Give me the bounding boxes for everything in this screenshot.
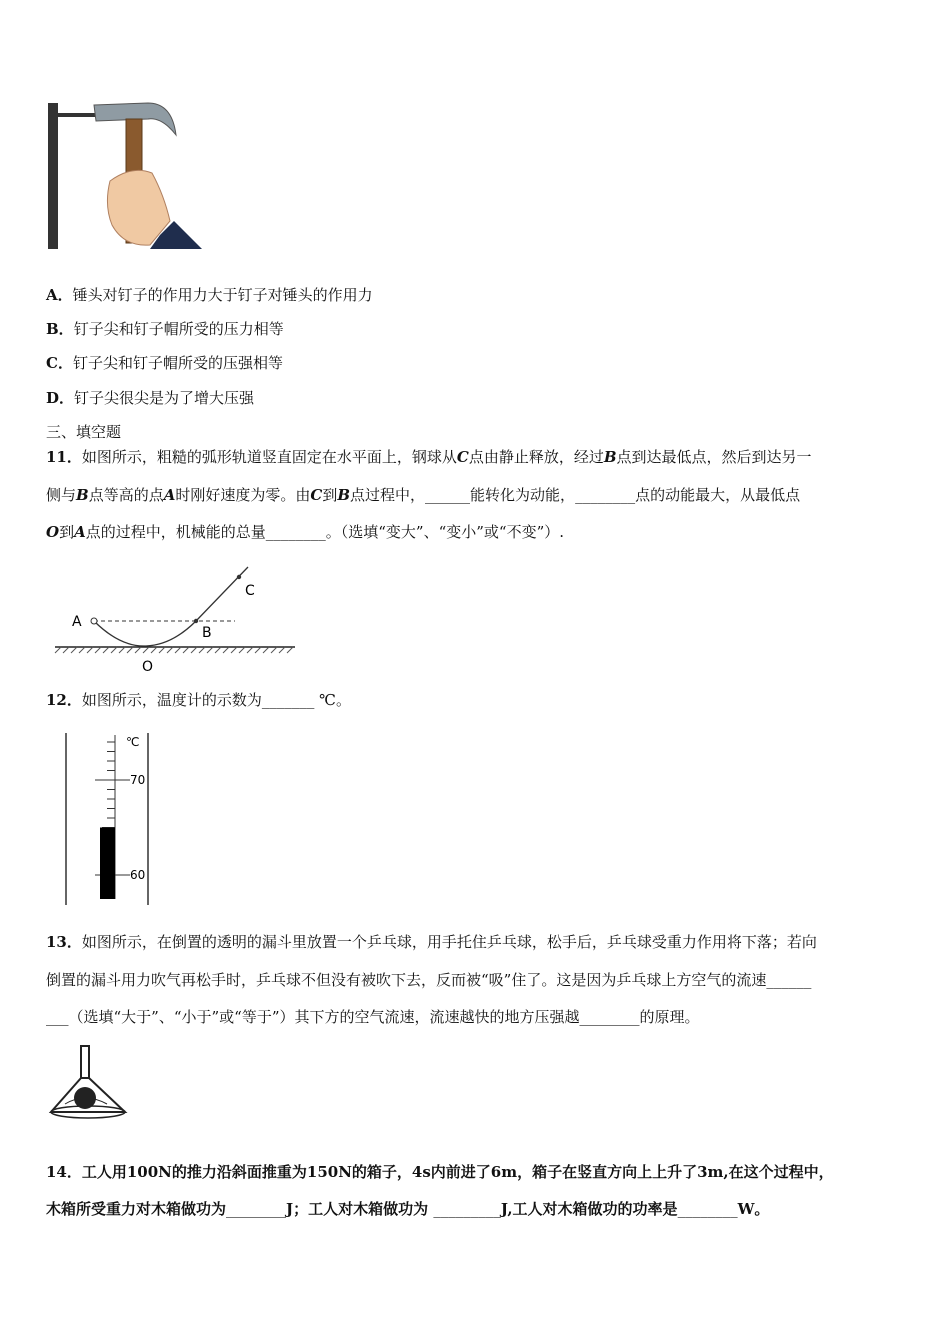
q13-line-1: 13．如图所示，在倒置的透明的漏斗里放置一个乒乓球，用手托住乒乓球，松手后，乒乓球受重力作用将下落；若向	[46, 933, 817, 951]
label-c: C	[245, 583, 255, 599]
option-a: A．锤头对钉子的作用力大于钉子对锤头的作用力	[46, 286, 373, 304]
ground-hatch	[55, 647, 293, 653]
q13-blank-1[interactable]: ______	[766, 971, 812, 989]
q11-line-2: 侧与B点等高的点A时刚好速度为零。由C到B点过程中，______能转化为动能，________点的动能最大，从最低点	[46, 486, 801, 504]
label-b: B	[202, 625, 212, 641]
option-b: B．钉子尖和钉子帽所受的压力相等	[46, 320, 284, 338]
label-o: O	[142, 659, 154, 675]
q14-blank-2[interactable]: _________	[433, 1200, 501, 1218]
q14-blank-3[interactable]: ________	[677, 1200, 738, 1218]
hammer-nail-figure	[40, 95, 210, 255]
funnel-tube	[81, 1046, 89, 1078]
q13-blank-2[interactable]: ________	[579, 1008, 640, 1026]
q11-line-3: O到A点的过程中，机械能的总量________。（选填“变大”、“变小”或“不变”）.	[46, 523, 565, 541]
label-a: A	[72, 614, 82, 630]
q11-blank-3[interactable]: ________	[265, 523, 326, 541]
q13-blank-1-cont[interactable]: ___	[46, 1008, 69, 1026]
arc-track	[94, 567, 248, 646]
option-d: D．钉子尖很尖是为了增大压强	[46, 389, 255, 407]
funnel-figure	[45, 1042, 130, 1122]
q13-line-2: 倒置的漏斗用力吹气再松手时，乒乓球不但没有被吹下去，反而被“吸”住了。这是因为乒乓球上方空气的流速______	[46, 971, 812, 989]
q11-blank-2[interactable]: ________	[575, 486, 636, 504]
track-figure	[50, 565, 305, 680]
liquid-column	[100, 828, 115, 900]
q14-blank-1[interactable]: ________	[226, 1200, 287, 1218]
point-a-marker	[91, 618, 97, 624]
q12-line: 12．如图所示，温度计的示数为_______ ℃。	[46, 691, 351, 709]
nail	[58, 113, 98, 117]
tick-label-60: 60	[130, 868, 146, 882]
tick-label-70: 70	[130, 773, 146, 787]
q13-line-3: ___（选填“大于”、“小于”或“等于”）其下方的空气流速，流速越快的地方压强越________的原理。	[46, 1008, 700, 1026]
q11-line-1: 11．如图所示，粗糙的弧形轨道竖直固定在水平面上，钢球从C点由静止释放，经过B点到达最低点，然后到达另一	[46, 448, 812, 466]
option-c: C．钉子尖和钉子帽所受的压强相等	[46, 354, 283, 372]
q11-blank-1[interactable]: ______	[425, 486, 471, 504]
point-c-marker	[237, 575, 241, 579]
wall	[48, 103, 58, 249]
unit-label: ℃	[126, 735, 140, 749]
q14-line-2: 木箱所受重力对木箱做功为________J；工人对木箱做功为 _________J,工人对木箱做功的功率是________W。	[46, 1200, 770, 1218]
point-b-marker	[194, 619, 198, 623]
q14-line-1: 14．工人用100N的推力沿斜面推重为150N的箱子，4s内前进了6m，箱子在竖直方向上上升了3m,在这个过程中，	[46, 1163, 834, 1181]
hand	[107, 170, 170, 245]
q12-blank[interactable]: _______	[261, 691, 315, 709]
thermometer-figure	[60, 725, 160, 910]
section-title: 三、填空题	[46, 423, 122, 441]
